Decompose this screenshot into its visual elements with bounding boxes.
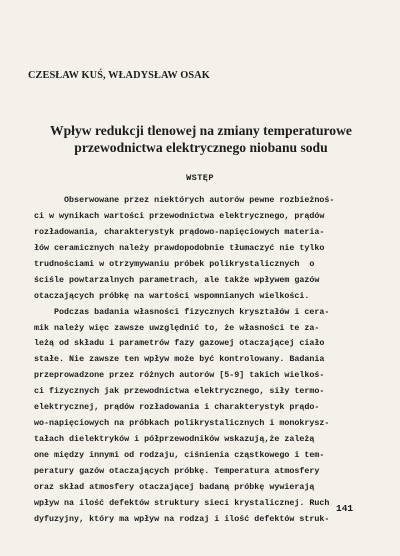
text-line: ci w wynikach wartości przewodnictwa elektrycznego, prądów [34,210,325,221]
text-line: one między innymi od rodzaju, ciśnienia cząstkowego i tem- [34,450,325,460]
text-line: ci fizycznych jak przewodnictwa elektrycznego, siły termo- [34,386,325,397]
text-line: wpływ na ilość defektów struktury sieci krystalicznej. Ruch [34,497,330,508]
text-line: rozładowania, charakterystyk prądowo-napięciowych materia- [34,226,325,237]
text-line: otaczających próbkę na wartości wspomnianych wielkości. [34,290,310,301]
text-line: elektrycznej, prądów rozładowania i charakterystyk prądo- [34,402,320,413]
text-line: peratury gazów otaczających próbkę. Temperatura atmosfery [34,465,320,476]
text-line: przeprowadzone przez różnych autorów [5-9] takich wielkoś- [34,370,325,381]
page-number: 141 [336,503,354,514]
text-line: Obserwowane przez niektórych autorów pewne rozbieżnoś- [34,195,335,205]
authors: CZESŁAW KUŚ, WŁADYSŁAW OSAK [28,70,210,81]
text-line: mik należy więc zawsze uwzględnić to, że własności te za- [34,322,320,333]
text-line: stałe. Nie zawsze ten wpływ może być kontrolowany. Badania [34,354,325,365]
text-line: oraz skład atmosfery otaczającej badaną próbkę wywierają [34,481,315,492]
title-line: Wpływ redukcji tlenowej na zmiany temperaturowe [50,123,352,138]
body-text [34,193,374,528]
text-line: ściśle powtarzalnych parametrach, ale także wpływem gazów [34,274,320,285]
text-line: leżą od składu i parametrów fazy gazowej otaczającej ciało [34,338,325,349]
text-line: dyfuzyjny, który ma wpływ na rodzaj i ilość defektów struk- [34,513,330,524]
text-line: łów ceramicznych należy prawdopodobnie tłumaczyć nie tylko [34,242,325,253]
text-line: Podczas badania własności fizycznych kryształów i cera- [34,306,330,317]
text-line: trudnościami w otrzymywaniu próbek polikrystalicznych o [34,258,315,269]
text-line: tałach dielektryków i półprzewodników wskazują,że zależą [34,434,315,445]
title-line: przewodnictwa elektrycznego niobanu sodu [74,140,328,155]
article-title [20,122,382,156]
section-heading: WSTĘP [186,173,214,183]
text-line: wo-napięciowych na próbkach polikrystalicznych i monokrysz- [34,418,330,429]
